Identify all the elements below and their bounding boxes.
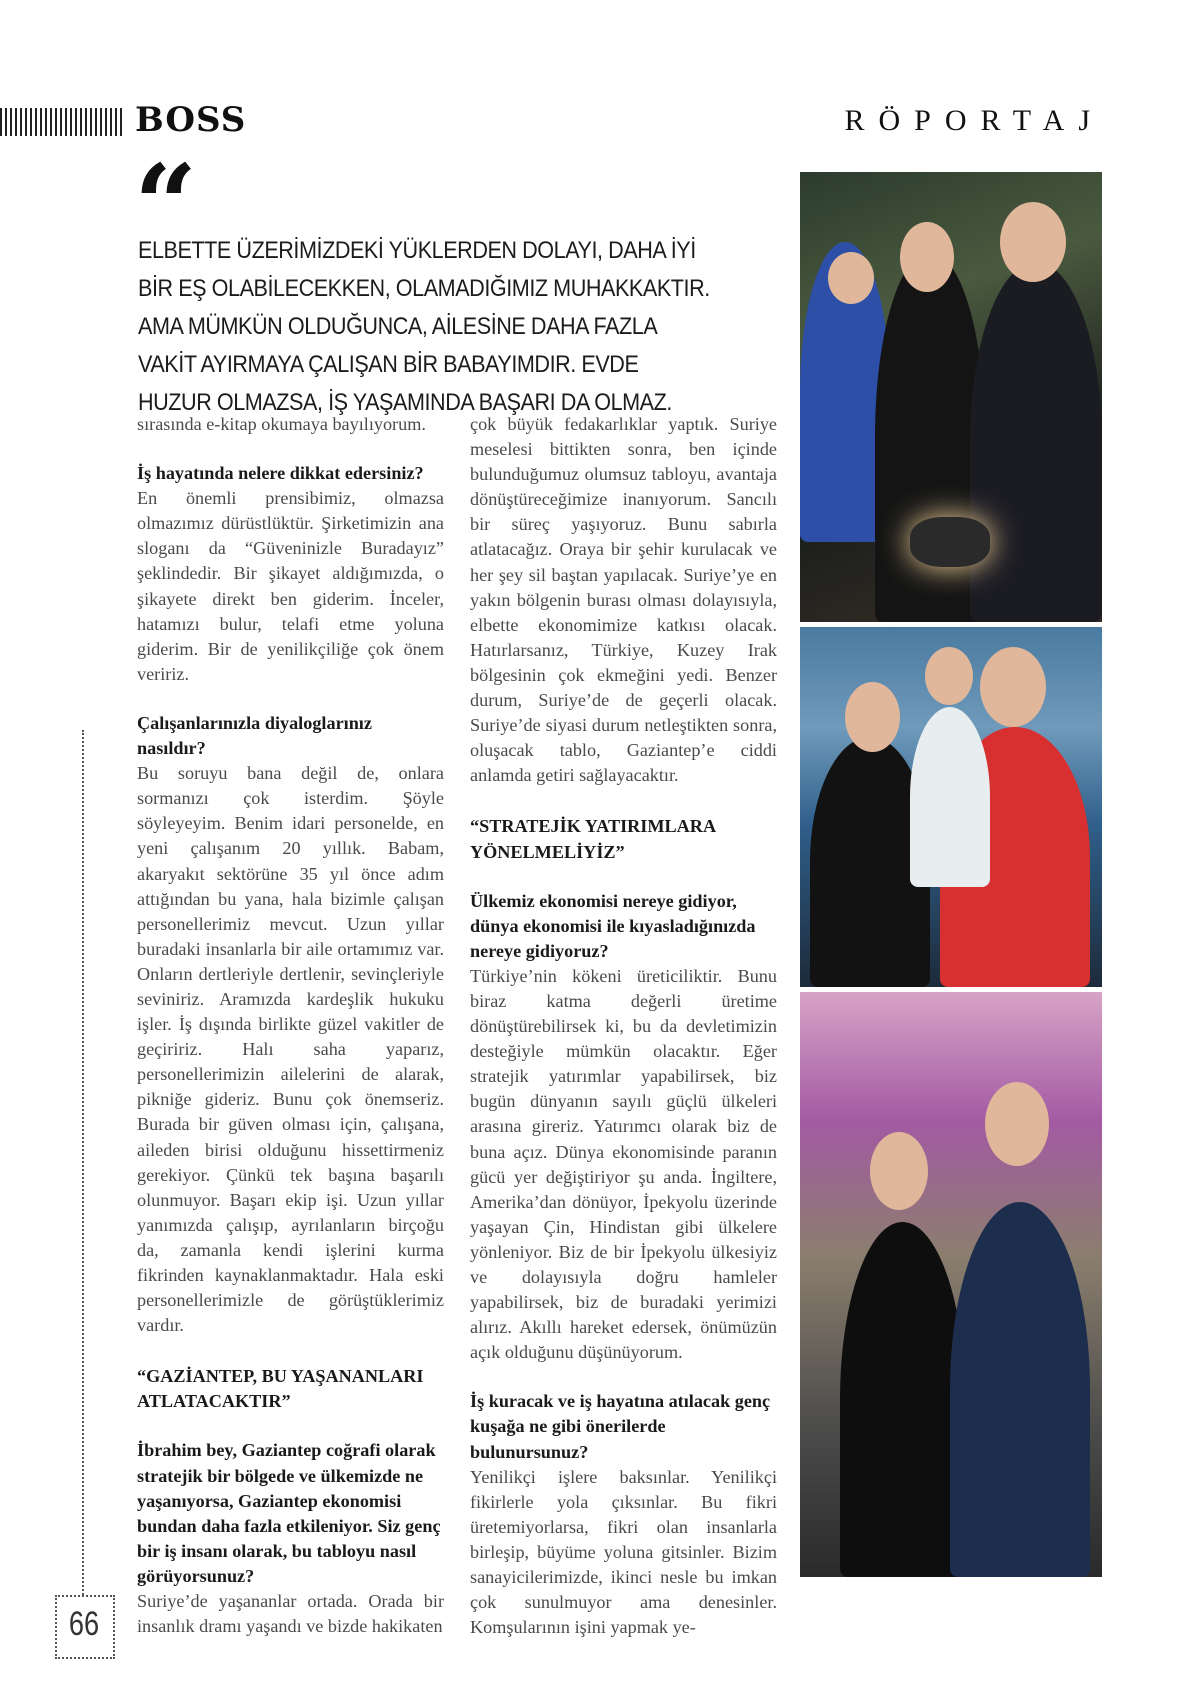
interview-answer: Yenilikçi işlere baksınlar. Yenilikçi fikirlerle yola çıksınlar. Bu fikri üretemiyorlarsa, fikri olan insanlarla birleşip, büyüme yoluna gitsinler. Bizim sanayicilerimizde, ikinci nesle bu imkan çok sunulmuyor ama denesinler. Komşularının işini yapmak ye- bbox=[470, 1466, 777, 1638]
interview-answer: Bu soruyu bana değil de, onlara sormanızı çok isterdim. Şöyle söyleyeyim. Benim idari personelde, en yeni çalışanım 20 yıllık. Babam, akaryakıt sektörüne 35 yıl önce adım attığından bu yana, hala bizimle çalışan personellerimiz mevcut. Uzun yıllar buradaki insanlarla bir aile ortamımız var. Onların dertleriyle dertlenir, sevinçleriyle seviniriz. Aramızda kardeşlik hukuku işler. İş dışında birlikte güzel vakitler de geçiririz. Halı saha yaparız, personellerimizin ailelerini de alarak, pikniğe gideriz. Bunu çok önemseriz. Burada bir güven olması için, çalışana, aileden birisi olduğunu hissettirmeniz gerekiyor. Çünkü tek başına başarılı olunmuyor. Başarı ekip işi. Uzun yıllar yanımızda çalışıp, ayrılanların birçoğu da, zamanla kendi işlerini kurma fikrinden kaynaklanmaktadır. Hala eski personellerimizle de görüştüklerimiz vardır. bbox=[137, 763, 444, 1336]
interview-answer: çok büyük fedakarlıklar yaptık. Suriye meselesi bittikten sonra, ben içinde bulunduğumuz olumsuz tabloyu, avantaja dönüştüreceğimize inanıyorum. Sancılı bir süreç yaşıyoruz. Bunu sabırla atlatacağız. Oraya bir şehir kurulacak ve her şey sil baştan yapılacak. Suriye’ye en yakın bölgenin burası olması dolayısıyla, elbette ekonomimize katkısı olacak. Hatırlarsanız, Türkiye, Kuzey Irak bölgesinin çok ekmeğini yedi. Benzer durum, Suriye’de de geçerli olacak. Suriye’de siyasi durum netleştikten sonra, oluşacak tablo, Gaziantep’e ciddi anlamda getiri sağlayacaktır. bbox=[470, 414, 777, 786]
family-outdoor-photo bbox=[800, 627, 1102, 987]
family-birthday-photo bbox=[800, 172, 1102, 622]
couple-event-photo bbox=[800, 992, 1102, 1577]
section-title: RÖPORTAJ bbox=[844, 104, 1104, 137]
interview-question: İbrahim bey, Gaziantep coğrafi olarak stratejik bir bölgede ve ülkemizde ne yaşanıyorsa, Gaziantep ekonomisi bundan daha fazla etkileniyor. Siz genç bir iş insanı olarak, bu tabloyu nasıl görüyorsunuz? bbox=[137, 1440, 441, 1586]
interview-answer: Suriye’de yaşananlar ortada. Orada bir insanlık dramı yaşandı ve bizde hakikaten bbox=[137, 1591, 444, 1637]
page-margin-dotted-line bbox=[82, 730, 84, 1595]
interview-answer: Türkiye’nin kökeni üreticiliktir. Bunu biraz katma değerli üretime dönüştürebilirsek ki, bu da devletimizin desteğiyle mümkün olacaktır. Eğer stratejik yatırımlar yapabilirsek, biz bugün dünyanın sayılı güçlü ülkeleri arasına gireriz. Yatırımcı olarak biz de buna açız. Dünya ekonomisinde paranın gücü yer değiştiriyor şu anda. İngiltere, Amerika’dan dönüyor, İpekyolu üzerinde yaşayan Çin, Hindistan gibi ülkelere yönleniyor. Biz de bir İpekyolu ülkesiyiz ve dolayısıyla doğru hamleler yapabilirsek, biz de buradaki yerimizi alırız. Akıllı hareket edersek, önümüzün açık olduğunu düşünüyorum. bbox=[470, 965, 777, 1363]
interview-question: İş hayatında nelere dikkat edersiniz? bbox=[137, 463, 424, 484]
quote-mark-icon: “ bbox=[134, 140, 198, 269]
interview-question: Ülkemiz ekonomisi nereye gidiyor, dünya ekonomisi ile kıyasladığınızda nereye gidiyoruz? bbox=[470, 890, 756, 961]
interview-question: İş kuracak ve iş hayatına atılacak genç kuşağa ne gibi önerilerde bulunursunuz? bbox=[470, 1391, 771, 1462]
interview-answer: En önemli prensibimiz, olmazsa olmazımız dürüstlüktür. Şirketimizin ana sloganı da “Güveninizle Buradayız” şeklindedir. Bir şikayet aldığımızda, o şikayete direkt ben giderim. İnceler, hatamızı bulur, telafi etme yoluna giderim. Bir de yenilikçiliğe çok önem veririz. bbox=[137, 488, 444, 684]
magazine-brand: BOSS bbox=[135, 100, 247, 140]
subheading: “STRATEJİK YATIRIMLARA YÖNELMELİYİZ” bbox=[470, 816, 716, 862]
header-barcode-decoration bbox=[0, 108, 122, 136]
article-column-middle bbox=[470, 412, 777, 1640]
subheading: “GAZİANTEP, BU YAŞANANLARI ATLATACAKTIR” bbox=[137, 1366, 424, 1412]
paragraph: sırasında e-kitap okumaya bayılıyorum. bbox=[137, 414, 426, 434]
article-column-left bbox=[137, 412, 444, 1639]
interview-question: Çalışanlarınızla diyaloglarınız nasıldır? bbox=[137, 712, 372, 759]
pull-quote: ELBETTE ÜZERİMİZDEKİ YÜKLERDEN DOLAYI, DAHA İYİ BİR EŞ OLABİLECEKKEN, OLAMADIĞIMIZ MUHAKKAKTIR. AMA MÜMKÜN OLDUĞUNCA, AİLESİNE DAHA FAZLA VAKİT AYIRMAYA ÇALIŞAN BİR BABAYIMDIR. EVDE HUZUR OLMAZSA, İŞ YAŞAMINDA BAŞARI DA OLMAZ. bbox=[138, 237, 710, 416]
page-number: 66 bbox=[68, 1605, 100, 1643]
